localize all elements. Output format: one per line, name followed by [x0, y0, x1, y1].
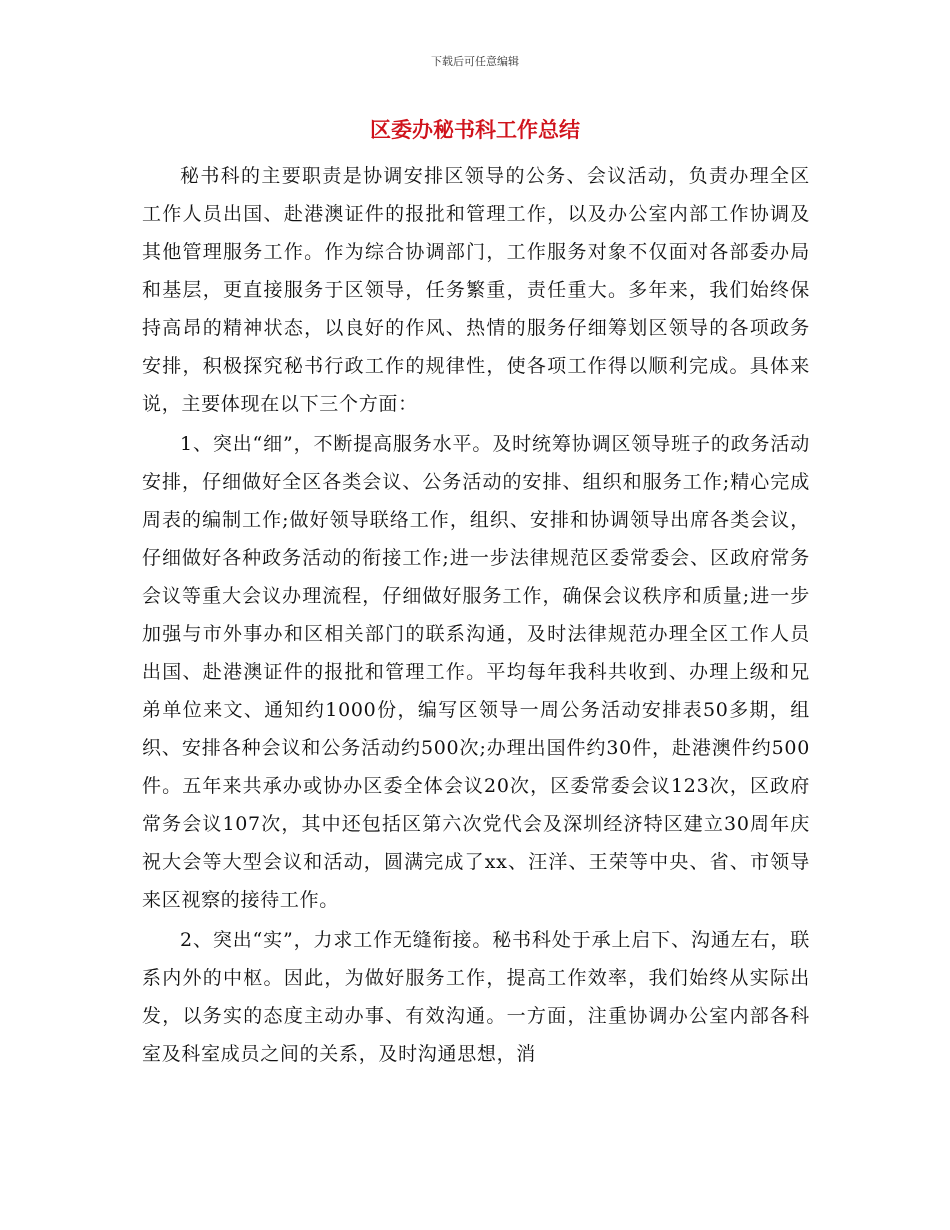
paragraph-point-2: 2、突出“实”，力求工作无缝衔接。秘书科处于承上启下、沟通左右，联系内外的中枢。因此，为做好服务工作，提高工作效率，我们始终从实际出发，以务实的态度主动办事、有效沟通。一方面，注重协调办公室内部各科室及科室成员之间的关系，及时沟通思想，消	[142, 929, 810, 1065]
paragraph-point-1: 1、突出“细”，不断提高服务水平。及时统筹协调区领导班子的政务活动安排，仔细做好全区各类会议、公务活动的安排、组织和服务工作;精心完成周表的编制工作;做好领导联络工作，组织、安排和协调领导出席各类会议，仔细做好各种政务活动的衔接工作;进一步法律规范区委常委会、区政府常务会议等重大会议办理流程，仔细做好服务工作，确保会议秩序和质量;进一步加强与市外事办和区相关部门的联系沟通，及时法律规范办理全区工作人员出国、赴港澳证件的报批和管理工作。平均每年我科共收到、办理上级和兄弟单位来文、通知约1000份，编写区领导一周公务活动安排表50多期，组织、安排各种会议和公务活动约500次;办理出国件约30件，赴港澳件约500件。五年来共承办或协办区委全体会议20次，区委常委会议123次，区政府常务会议107次，其中还包括区第六次党代会及深圳经济特区建立30周年庆祝大会等大型会议和活动，圆满完成了xx、汪洋、王荣等中央、省、市领导来区视察的接待工作。	[142, 433, 810, 911]
header-note: 下载后可任意编辑	[431, 55, 519, 68]
paragraph-intro: 秘书科的主要职责是协调安排区领导的公务、会议活动，负责办理全区工作人员出国、赴港澳证件的报批和管理工作，以及办公室内部工作协调及其他管理服务工作。作为综合协调部门，工作服务对象不仅面对各部委办局和基层，更直接服务于区领导，任务繁重，责任重大。多年来，我们始终保持高昂的精神状态，以良好的作风、热情的服务仔细筹划区领导的各项政务安排，积极探究秘书行政工作的规律性，使各项工作得以顺利完成。具体来说，主要体现在以下三个方面：	[142, 165, 810, 415]
document-body	[142, 157, 810, 1075]
document-title: 区委办秘书科工作总结	[370, 117, 580, 142]
